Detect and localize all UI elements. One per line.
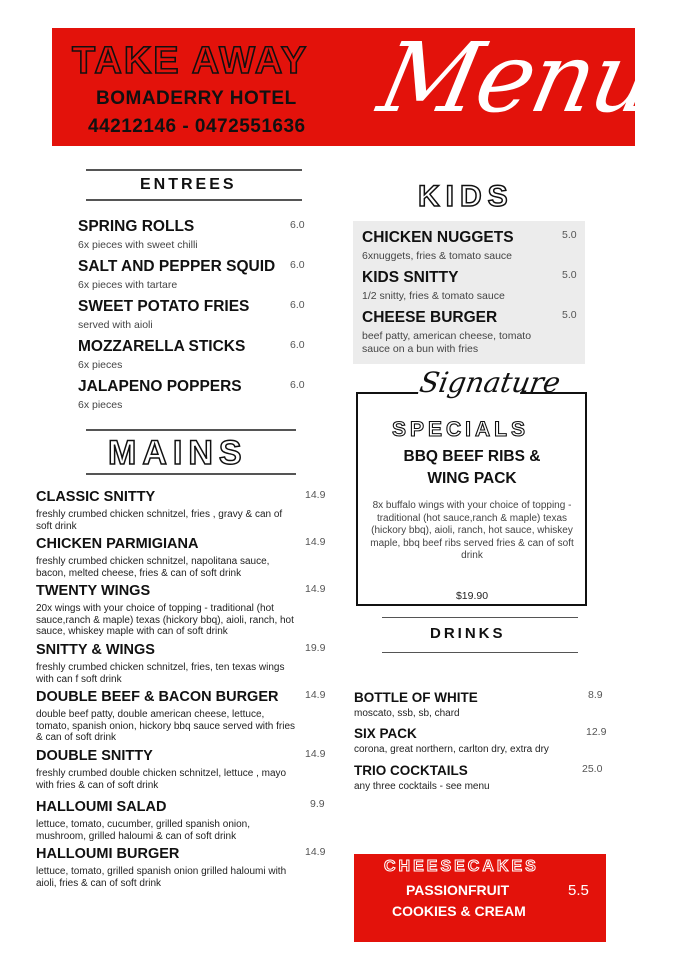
kids-item-price: 5.0 bbox=[562, 309, 577, 321]
drink-name: TRIO COCKTAILS bbox=[354, 763, 468, 778]
main-name: HALLOUMI SALAD bbox=[36, 799, 167, 815]
entrees-title: ENTREES bbox=[140, 176, 237, 193]
entrees-rule-top bbox=[86, 169, 302, 171]
kids-item-desc: 1/2 snitty, fries & tomato sauce bbox=[362, 290, 505, 302]
mains-rule-bottom bbox=[86, 473, 296, 475]
drink-name: SIX PACK bbox=[354, 726, 417, 741]
main-desc: freshly crumbed chicken schnitzel, fries , gravy & can of soft drink bbox=[36, 509, 283, 532]
entree-desc: 6x pieces with tartare bbox=[78, 279, 178, 291]
main-desc: lettuce, tomato, grilled spanish onion grilled haloumi with aioli, fries & can of soft drink bbox=[36, 866, 287, 889]
main-price: 14.9 bbox=[305, 846, 326, 858]
cheesecake-item: COOKIES & CREAM bbox=[392, 903, 526, 919]
header-banner bbox=[52, 22, 665, 146]
specials-title: SPECIALS bbox=[392, 418, 530, 441]
kids-item-price: 5.0 bbox=[562, 229, 577, 241]
main-desc: freshly crumbed chicken schnitzel, fries, ten texas wings with can f soft drink bbox=[36, 662, 285, 685]
main-price: 9.9 bbox=[310, 798, 325, 810]
kids-item-name: CHEESE BURGER bbox=[362, 309, 498, 326]
signature-desc: 8x buffalo wings with your choice of topping - traditional (hot sauce,ranch & maple) texas (hickory bbq), aioli, ranch, hot sauce, whiskey maple, bbq beef ribs served fries & can of soft drink bbox=[370, 500, 574, 561]
main-name: TWENTY WINGS bbox=[36, 583, 151, 599]
main-price: 14.9 bbox=[305, 536, 326, 548]
main-price: 14.9 bbox=[305, 689, 326, 701]
main-desc: freshly crumbed chicken schnitzel, napolitana sauce, bacon, melted cheese, fries & can of soft drink bbox=[36, 556, 270, 579]
entree-price: 6.0 bbox=[290, 379, 305, 391]
drink-desc: any three cocktails - see menu bbox=[354, 781, 490, 792]
main-name: HALLOUMI BURGER bbox=[36, 846, 180, 862]
drinks-rule-bottom bbox=[382, 652, 578, 653]
main-name: CLASSIC SNITTY bbox=[36, 489, 156, 505]
signature-title-line2: WING PACK bbox=[427, 470, 517, 487]
entree-name: SWEET POTATO FRIES bbox=[78, 298, 250, 315]
main-price: 14.9 bbox=[305, 583, 326, 595]
drink-desc: moscato, ssb, sb, chard bbox=[354, 708, 460, 719]
entree-name: SALT AND PEPPER SQUID bbox=[78, 258, 276, 275]
mains-rule-top bbox=[86, 429, 296, 431]
cheesecake-item: PASSIONFRUIT bbox=[406, 882, 510, 898]
take-away-title: TAKE AWAY bbox=[72, 40, 309, 82]
main-price: 14.9 bbox=[305, 748, 326, 760]
cheesecakes-title: CHEESECAKES bbox=[384, 858, 539, 875]
main-name: DOUBLE BEEF & BACON BURGER bbox=[36, 689, 279, 705]
entree-price: 6.0 bbox=[290, 219, 305, 231]
main-name: DOUBLE SNITTY bbox=[36, 748, 153, 764]
main-price: 19.9 bbox=[305, 642, 326, 654]
drink-price: 12.9 bbox=[586, 726, 607, 738]
main-price: 14.9 bbox=[305, 489, 326, 501]
entree-desc: 6x pieces bbox=[78, 359, 123, 371]
signature-title-line1: BBQ BEEF RIBS & bbox=[403, 448, 541, 465]
entree-price: 6.0 bbox=[290, 339, 305, 351]
entree-price: 6.0 bbox=[290, 299, 305, 311]
entree-desc: served with aioli bbox=[78, 319, 153, 331]
kids-item-desc: beef patty, american cheese, tomato sauce on a bun with fries bbox=[362, 330, 532, 355]
kids-title: KIDS bbox=[418, 180, 514, 213]
signature-script: Signature bbox=[417, 366, 563, 399]
drink-price: 25.0 bbox=[582, 763, 603, 775]
signature-item-title bbox=[372, 446, 572, 490]
entree-desc: 6x pieces with sweet chilli bbox=[78, 239, 198, 251]
drinks-rule-top bbox=[382, 617, 578, 618]
main-desc: double beef patty, double american cheese, lettuce, tomato, spanish onion, hickory bbq sauce served with fries & can of soft drink bbox=[36, 709, 296, 743]
kids-item-name: CHICKEN NUGGETS bbox=[362, 229, 514, 246]
phone-numbers: 44212146 - 0472551636 bbox=[88, 116, 306, 137]
main-name: SNITTY & WINGS bbox=[36, 642, 155, 658]
mains-title: MAINS bbox=[108, 434, 248, 472]
main-desc: freshly crumbed double chicken schnitzel, lettuce , mayo with fries & can of soft drink bbox=[36, 768, 287, 791]
drink-price: 8.9 bbox=[588, 689, 603, 701]
entrees-rule-bottom bbox=[86, 199, 302, 201]
entree-name: MOZZARELLA STICKS bbox=[78, 338, 246, 355]
kids-item-name: KIDS SNITTY bbox=[362, 269, 459, 286]
entree-price: 6.0 bbox=[290, 259, 305, 271]
signature-price: $19.90 bbox=[455, 590, 489, 602]
menu-script-title: Menu bbox=[370, 22, 665, 134]
kids-item-price: 5.0 bbox=[562, 269, 577, 281]
drink-desc: corona, great northern, carlton dry, extra dry bbox=[354, 744, 549, 755]
drinks-title: DRINKS bbox=[430, 625, 506, 642]
main-desc: 20x wings with your choice of topping - traditional (hot sauce,ranch & maple) texas (hickory bbq), aioli, ranch, hot sauce, whiskey maple with can of soft drink bbox=[36, 603, 294, 637]
main-name: CHICKEN PARMIGIANA bbox=[36, 536, 199, 552]
entree-desc: 6x pieces bbox=[78, 399, 123, 411]
drink-name: BOTTLE OF WHITE bbox=[354, 690, 478, 705]
entree-name: SPRING ROLLS bbox=[78, 218, 195, 235]
entree-name: JALAPENO POPPERS bbox=[78, 378, 242, 395]
cheesecakes-price: 5.5 bbox=[568, 882, 589, 899]
hotel-name: BOMADERRY HOTEL bbox=[96, 88, 297, 109]
kids-item-desc: 6xnuggets, fries & tomato sauce bbox=[362, 250, 512, 262]
main-desc: lettuce, tomato, cucumber, grilled spanish onion, mushroom, grilled haloumi & can of soft drink bbox=[36, 819, 251, 842]
